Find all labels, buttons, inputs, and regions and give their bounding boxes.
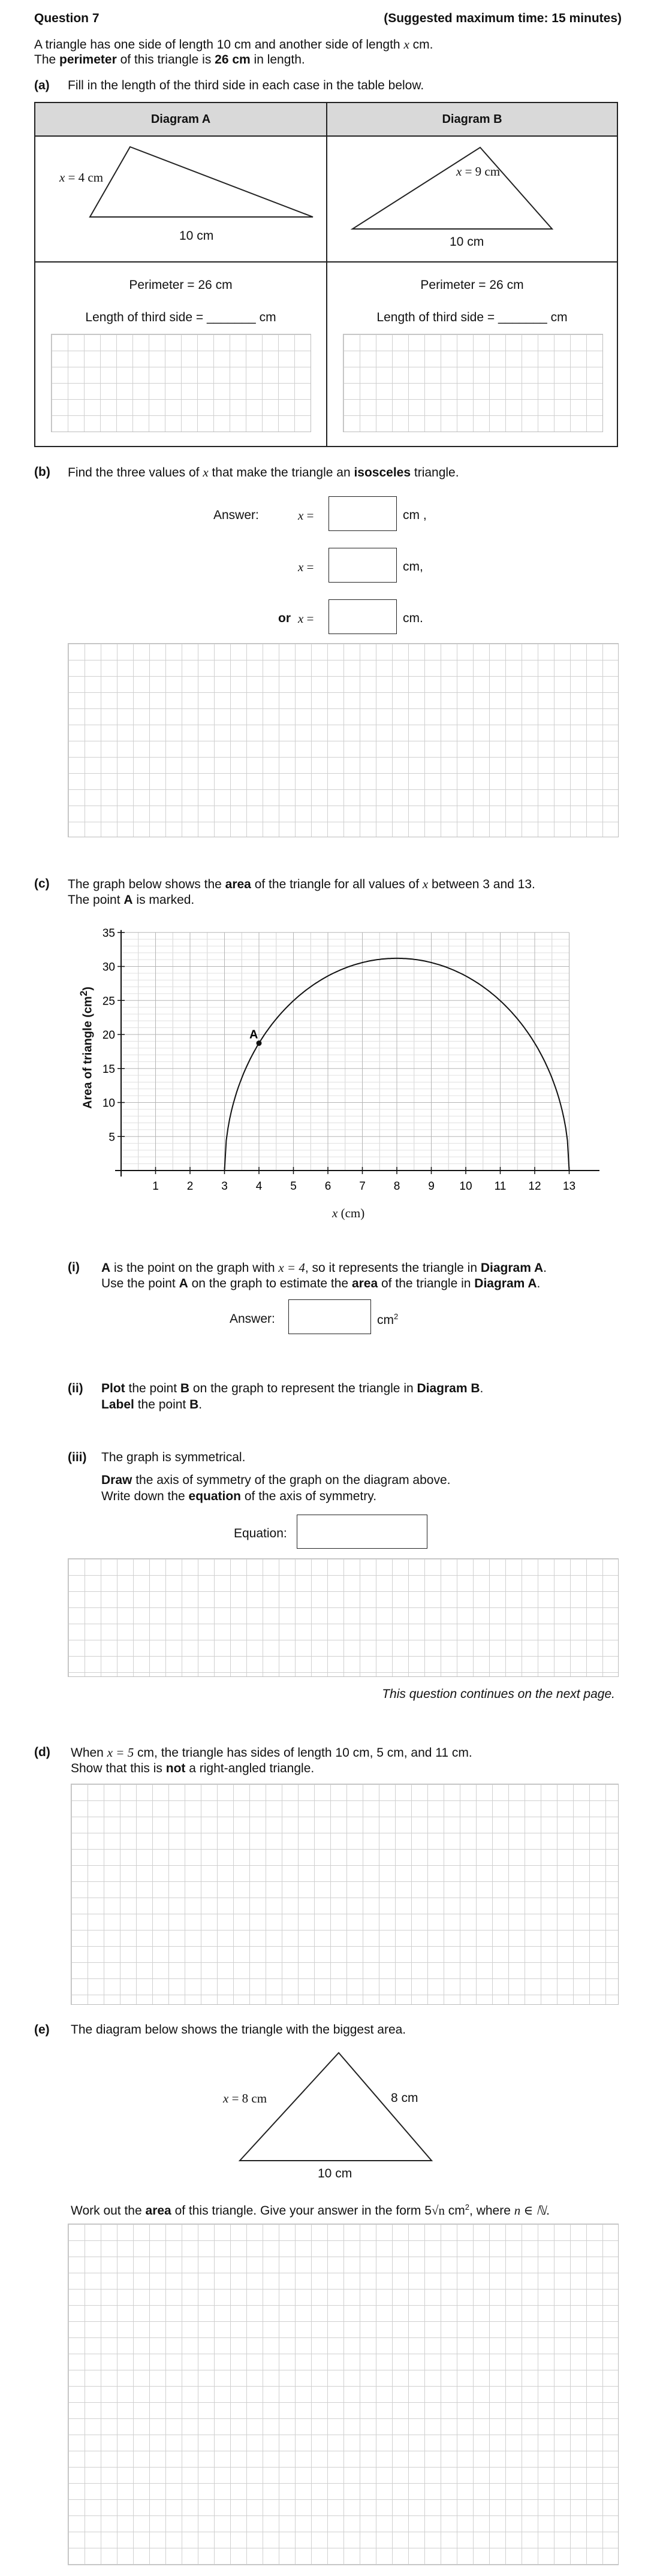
part-b-label: (b) — [34, 465, 50, 479]
sub-i-unit: $cm^2$ — [377, 1312, 399, 1327]
diagram-a-base-label: 10 cm — [179, 229, 214, 243]
largest-base-label: 10 cm — [318, 2167, 352, 2180]
sub-i-line-1: A is the point on the graph with x = 4, so it represents the triangle in Diagram A. — [101, 1260, 547, 1275]
part-d-line-1: When x = 5 cm, the triangle has sides of length 10 cm, 5 cm, and 11 cm. — [71, 1745, 472, 1760]
intro-line-2: The perimeter of this triangle is 26 cm in length. — [34, 53, 305, 67]
x-tick-label: 11 — [494, 1180, 507, 1193]
sub-iii-line-1: The graph is symmetrical. — [101, 1450, 246, 1464]
part-a-label: (a) — [34, 79, 50, 92]
equation-label: Equation: — [234, 1527, 287, 1540]
part-b-answer-label: Answer: — [213, 508, 259, 522]
sub-iii-line-2: Draw the axis of symmetry of the graph on the diagram above. — [101, 1473, 451, 1487]
diagram-b-base-label: 10 cm — [450, 235, 484, 249]
diagram-b-side-label: x = 9 cm — [456, 164, 501, 179]
x-tick-label: 8 — [393, 1180, 400, 1193]
x-tick-label: 10 — [459, 1180, 472, 1193]
chart-ylabel: Area of triangle $(cm^2)$ — [78, 987, 95, 1109]
sub-ii-line-2: Label the point B. — [101, 1398, 203, 1411]
working-grid-a[interactable] — [51, 334, 311, 432]
continues-note: This question continues on the next page. — [382, 1687, 615, 1701]
x-equals-1: x = — [298, 508, 314, 523]
x-tick-label: 5 — [290, 1180, 297, 1193]
sub-iii-line-3: Write down the equation of the axis of symmetry. — [101, 1489, 377, 1503]
x-equals-3: x = — [298, 611, 314, 626]
x-tick-label: 2 — [186, 1180, 194, 1193]
table-header-diagram-b: Diagram B — [327, 103, 617, 137]
part-c-line-1: The graph below shows the area of the triangle for all values of x between 3 and 13. — [68, 877, 535, 891]
x-tick-label: 9 — [428, 1180, 435, 1193]
working-grid-d[interactable] — [71, 1784, 619, 2005]
diagram-b-perimeter: Perimeter = 26 cm — [420, 278, 524, 292]
working-grid-b[interactable] — [343, 334, 603, 432]
chart-xlabel: x (cm) — [332, 1206, 365, 1220]
diagram-a-perimeter: Perimeter = 26 cm — [129, 278, 233, 292]
part-a-text: Fill in the length of the third side in each case in the table below. — [68, 79, 424, 92]
part-e-text: The diagram below shows the triangle with the biggest area. — [71, 2023, 406, 2037]
y-tick-label: 5 — [109, 1131, 115, 1144]
y-tick-label: 10 — [102, 1097, 115, 1110]
y-tick-label: 20 — [102, 1029, 115, 1042]
sub-ii-line-1: Plot the point B on the graph to represent the triangle in Diagram B. — [101, 1381, 484, 1395]
part-e-label: (e) — [34, 2023, 50, 2037]
y-tick-label: 35 — [102, 927, 115, 940]
equation-answer-box[interactable] — [297, 1515, 427, 1549]
x-tick-label: 4 — [255, 1180, 263, 1193]
x-equals-2: x = — [298, 560, 314, 574]
x-tick-label: 13 — [562, 1180, 576, 1193]
question-title: Question 7 — [34, 11, 100, 25]
part-d-line-2: Show that this is not a right-angled triangle. — [71, 1761, 315, 1775]
working-grid-e[interactable] — [68, 2224, 619, 2565]
diagram-a-side-label: x = 4 cm — [59, 170, 104, 185]
isosceles-answer-box-1[interactable] — [329, 496, 397, 531]
area-graph[interactable] — [60, 917, 599, 1229]
part-d-label: (d) — [34, 1745, 50, 1759]
intro-line-1: A triangle has one side of length 10 cm and another side of length x cm. — [34, 37, 433, 52]
largest-left-label: x = 8 cm — [223, 2091, 267, 2106]
table-header-diagram-a: Diagram A — [35, 103, 326, 137]
working-grid-c[interactable] — [68, 1558, 619, 1677]
unit-2: cm, — [403, 560, 423, 574]
y-tick-label: 30 — [102, 961, 115, 974]
part-c-line-2: The point A is marked. — [68, 893, 195, 907]
largest-triangle-diagram — [228, 2050, 444, 2170]
diagram-a-third-side[interactable]: Length of third side = _______ cm — [85, 310, 276, 324]
y-tick-label: 25 — [102, 995, 115, 1008]
sub-iii-label: (iii) — [68, 1450, 87, 1464]
unit-3: cm. — [403, 611, 423, 625]
sub-i-line-2: Use the point A on the graph to estimate the area of the triangle in Diagram A. — [101, 1277, 541, 1290]
largest-right-label: 8 cm — [391, 2091, 418, 2105]
suggested-time: (Suggested maximum time: 15 minutes) — [384, 11, 622, 25]
x-tick-label: 7 — [359, 1180, 366, 1193]
isosceles-answer-box-3[interactable] — [329, 599, 397, 634]
diagram-table — [34, 102, 618, 447]
working-grid-b-part[interactable] — [68, 643, 619, 837]
x-tick-label: 6 — [324, 1180, 332, 1193]
area-answer-box[interactable] — [288, 1299, 371, 1334]
table-row-divider — [35, 261, 617, 263]
part-c-label: (c) — [34, 877, 50, 891]
x-tick-label: 12 — [528, 1180, 541, 1193]
x-tick-label: 3 — [221, 1180, 228, 1193]
sub-i-label: (i) — [68, 1260, 80, 1274]
x-tick-label: 1 — [152, 1180, 159, 1193]
sub-ii-label: (ii) — [68, 1381, 83, 1395]
part-e-work-text: Work out the area of this triangle. Give your answer in the form 5√n $cm^2$, where n ∈ ℕ. — [71, 2203, 550, 2218]
point-a-label: A — [249, 1028, 258, 1042]
diagram-b-third-side[interactable]: Length of third side = _______ cm — [376, 310, 568, 324]
unit-1: cm , — [403, 508, 427, 522]
isosceles-answer-box-2[interactable] — [329, 548, 397, 583]
sub-i-answer-label: Answer: — [230, 1312, 275, 1326]
part-b-text: Find the three values of x that make the triangle an isosceles triangle. — [68, 465, 459, 479]
y-tick-label: 15 — [102, 1063, 115, 1076]
or-label: or — [278, 611, 291, 625]
